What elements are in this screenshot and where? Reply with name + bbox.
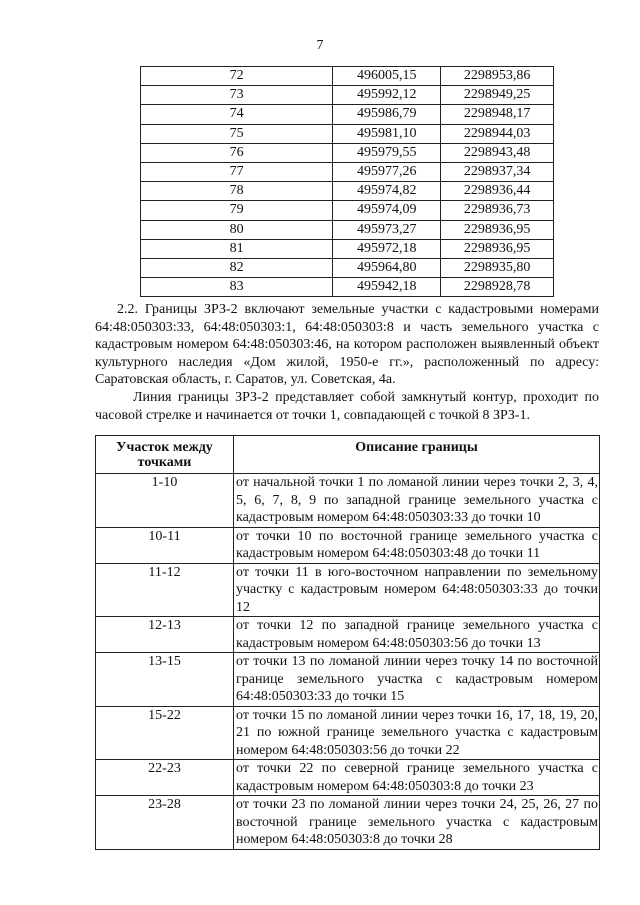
x-coordinate-cell: 496005,15	[333, 67, 441, 86]
point-number-cell: 72	[141, 67, 333, 86]
table-row	[96, 796, 600, 850]
description-cell: от точки 10 по восточной границе земельного участка с кадастровым номером 64:48:050303:48 до точки 11	[234, 527, 600, 563]
segment-cell: 13-15	[96, 653, 234, 707]
coordinates-table-body	[141, 67, 554, 297]
segment-cell: 1-10	[96, 474, 234, 528]
table-row	[141, 278, 554, 297]
table-row	[96, 563, 600, 617]
table-row	[141, 162, 554, 181]
point-number-cell: 80	[141, 220, 333, 239]
table-row	[141, 67, 554, 86]
y-coordinate-cell: 2298936,95	[441, 220, 554, 239]
coordinates-table	[140, 66, 554, 297]
header-segment: Участок между точками	[96, 436, 234, 474]
x-coordinate-cell: 495979,55	[333, 143, 441, 162]
boundary-table-body	[96, 474, 600, 850]
y-coordinate-cell: 2298936,44	[441, 182, 554, 201]
description-cell: от точки 15 по ломаной линии через точки 16, 17, 18, 19, 20, 21 по южной границе земельного участка с кадастровым номером 64:48:050303:56 до точки 22	[234, 706, 600, 760]
y-coordinate-cell: 2298935,80	[441, 258, 554, 277]
point-number-cell: 79	[141, 201, 333, 220]
x-coordinate-cell: 495964,80	[333, 258, 441, 277]
point-number-cell: 83	[141, 278, 333, 297]
point-number-cell: 74	[141, 105, 333, 124]
x-coordinate-cell: 495981,10	[333, 124, 441, 143]
table-row	[141, 105, 554, 124]
point-number-cell: 75	[141, 124, 333, 143]
segment-cell: 23-28	[96, 796, 234, 850]
table-row	[96, 617, 600, 653]
description-cell: от начальной точки 1 по ломаной линии через точки 2, 3, 4, 5, 6, 7, 8, 9 по западной границе земельного участка с кадастровым номером 64:48:050303:33 до точки 10	[234, 474, 600, 528]
x-coordinate-cell: 495974,09	[333, 201, 441, 220]
table-row	[141, 182, 554, 201]
description-cell: от точки 12 по западной границе земельного участка с кадастровым номером 64:48:050303:56 до точки 13	[234, 617, 600, 653]
x-coordinate-cell: 495986,79	[333, 105, 441, 124]
y-coordinate-cell: 2298948,17	[441, 105, 554, 124]
y-coordinate-cell: 2298949,25	[441, 86, 554, 105]
y-coordinate-cell: 2298936,95	[441, 239, 554, 258]
x-coordinate-cell: 495977,26	[333, 162, 441, 181]
x-coordinate-cell: 495974,82	[333, 182, 441, 201]
description-cell: от точки 11 в юго-восточном направлении по земельному участку с кадастровым номером 64:48:050303:33 до точки 12	[234, 563, 600, 617]
y-coordinate-cell: 2298937,34	[441, 162, 554, 181]
header-description: Описание границы	[234, 436, 600, 474]
description-cell: от точки 13 по ломаной линии через точку 14 по восточной границе земельного участка с кадастровым номером 64:48:050303:33 до точки 15	[234, 653, 600, 707]
y-coordinate-cell: 2298943,48	[441, 143, 554, 162]
segment-cell: 11-12	[96, 563, 234, 617]
description-cell: от точки 23 по ломаной линии через точки 24, 25, 26, 27 по восточной границе земельного участка с кадастровым номером 64:48:050303:8 до точки 28	[234, 796, 600, 850]
page-number: 7	[316, 38, 324, 53]
segment-cell: 15-22	[96, 706, 234, 760]
boundary-description-table	[95, 435, 600, 850]
y-coordinate-cell: 2298944,03	[441, 124, 554, 143]
x-coordinate-cell: 495942,18	[333, 278, 441, 297]
segment-cell: 12-13	[96, 617, 234, 653]
y-coordinate-cell: 2298936,73	[441, 201, 554, 220]
table-row	[141, 220, 554, 239]
description-cell: от точки 22 по северной границе земельного участка с кадастровым номером 64:48:050303:8 до точки 23	[234, 760, 600, 796]
table-row	[96, 706, 600, 760]
table-row	[96, 474, 600, 528]
table-row	[96, 653, 600, 707]
point-number-cell: 77	[141, 162, 333, 181]
table-row	[141, 258, 554, 277]
x-coordinate-cell: 495972,18	[333, 239, 441, 258]
table-row	[96, 527, 600, 563]
x-coordinate-cell: 495973,27	[333, 220, 441, 239]
point-number-cell: 82	[141, 258, 333, 277]
x-coordinate-cell: 495992,12	[333, 86, 441, 105]
segment-cell: 22-23	[96, 760, 234, 796]
table-row	[141, 124, 554, 143]
table-row	[141, 201, 554, 220]
point-number-cell: 78	[141, 182, 333, 201]
table-row	[96, 760, 600, 796]
boundary-table-header-row	[96, 436, 600, 474]
point-number-cell: 73	[141, 86, 333, 105]
section-paragraph: 2.2. Границы ЗРЗ-2 включают земельные участки с кадастровыми номерами 64:48:050303:33, 64:48:050303:1, 64:48:050303:8 и часть земельного участка с кадастровым номером 64:48:050303:46, на котором расположен выявленный объект культурного наследия «Дом жилой, 1950-е гг.», расположенный по адресу: Саратовская область, г. Саратов, ул. Советская, 4а.	[95, 302, 599, 387]
boundary-line-paragraph: Линия границы ЗРЗ-2 представляет собой замкнутый контур, проходит по часовой стрелке и начинается от точки 1, совпадающей с точкой 8 ЗРЗ-1.	[95, 390, 599, 423]
point-number-cell: 81	[141, 239, 333, 258]
segment-cell: 10-11	[96, 527, 234, 563]
point-number-cell: 76	[141, 143, 333, 162]
y-coordinate-cell: 2298928,78	[441, 278, 554, 297]
y-coordinate-cell: 2298953,86	[441, 67, 554, 86]
table-row	[141, 143, 554, 162]
table-row	[141, 86, 554, 105]
table-row	[141, 239, 554, 258]
